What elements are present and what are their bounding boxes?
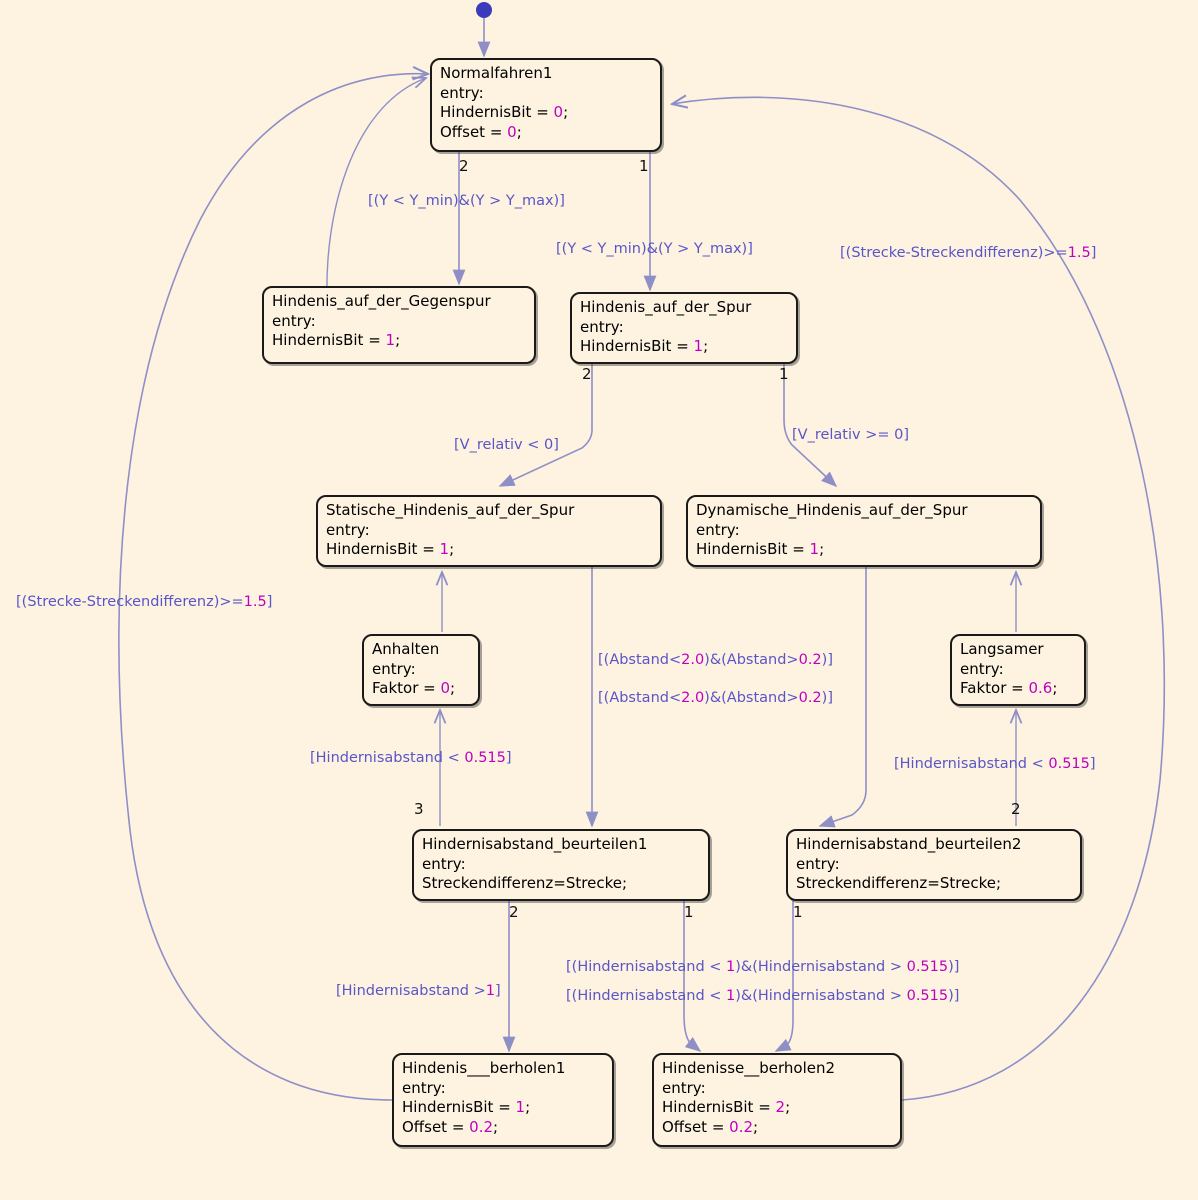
priority-number: 3: [414, 800, 424, 818]
state-entry-keyword: entry:: [422, 854, 466, 873]
state-entry-keyword: entry:: [272, 311, 316, 330]
transition-label-hindernisabstand-lt0515-right: [Hindernisabstand < 0.515]: [894, 756, 1096, 772]
state-title: Anhalten: [372, 640, 440, 658]
state-title: Statische_Hindenis_auf_der_Spur: [326, 501, 575, 519]
state-action-2: Offset = 0;: [440, 122, 522, 141]
transition-label-abstand-1: [(Abstand<2.0)&(Abstand>0.2)]: [598, 652, 833, 668]
priority-number: 2: [582, 365, 592, 383]
state-title: Hindenis_auf_der_Gegenspur: [272, 292, 491, 310]
state-entry-keyword: entry:: [796, 854, 840, 873]
state-action-1: HindernisBit = 1;: [326, 540, 455, 558]
priority-number: 1: [793, 903, 803, 921]
transition-label-v-relativ-gte0: [V_relativ >= 0]: [792, 427, 909, 443]
state-entry-keyword: entry:: [440, 83, 484, 102]
transition-label-hindernisabstand-gt1: [Hindernisabstand >1]: [336, 983, 501, 999]
state-action-1: Faktor = 0.6;: [960, 679, 1058, 697]
priority-number: 2: [1011, 800, 1021, 818]
transition-label-hindernisabstand-range-2: [(Hindernisabstand < 1)&(Hindernisabstand > 0.515)]: [566, 988, 960, 1004]
state-title: Hindenis_auf_der_Spur: [580, 298, 752, 316]
priority-number: 1: [639, 157, 649, 175]
state-entry-keyword: entry:: [662, 1078, 706, 1097]
state-entry-keyword: entry:: [326, 520, 370, 539]
state-action-2: Offset = 0.2;: [662, 1117, 759, 1136]
priority-number: 1: [684, 903, 694, 921]
transition-label-v-relativ-lt0: [V_relativ < 0]: [454, 437, 559, 453]
state-statische-hindenis-auf-der-spur[interactable]: [316, 495, 662, 567]
state-title: Dynamische_Hindenis_auf_der_Spur: [696, 501, 968, 519]
state-normalfahren1[interactable]: [430, 58, 662, 152]
state-hindenis-auf-der-gegenspur[interactable]: [262, 286, 536, 364]
state-entry-keyword: entry:: [960, 659, 1004, 678]
transition-label-y-range-2: [(Y < Y_min)&(Y > Y_max)]: [556, 241, 753, 257]
priority-number: 2: [459, 157, 469, 175]
state-title: Hindenisse__berholen2: [662, 1059, 836, 1077]
state-action-2: Offset = 0.2;: [402, 1117, 499, 1136]
transition-label-strecke-right: [(Strecke-Streckendifferenz)>=1.5]: [840, 245, 1097, 261]
state-entry-keyword: entry:: [372, 659, 416, 678]
state-title: Normalfahren1: [440, 64, 553, 82]
state-entry-keyword: entry:: [402, 1078, 446, 1097]
state-title: Langsamer: [960, 640, 1044, 658]
state-action-1: HindernisBit = 0;: [440, 103, 569, 121]
state-action-1: HindernisBit = 1;: [402, 1098, 531, 1116]
state-action-1: HindernisBit = 1;: [696, 540, 825, 558]
state-entry-keyword: entry:: [696, 520, 740, 539]
transition-label-y-range-1: [(Y < Y_min)&(Y > Y_max)]: [368, 193, 565, 209]
priority-number: 2: [509, 903, 519, 921]
transition-label-hindernisabstand-lt0515-left: [Hindernisabstand < 0.515]: [310, 750, 512, 766]
state-action-1: Faktor = 0;: [372, 679, 456, 697]
state-title: Hindenis___berholen1: [402, 1059, 566, 1077]
state-hindernisabstand-beurteilen2[interactable]: [786, 829, 1082, 901]
priority-number: 1: [779, 365, 789, 383]
state-action-1: Streckendifferenz=Strecke;: [796, 874, 1002, 892]
state-langsamer[interactable]: [950, 634, 1086, 706]
state-action-1: HindernisBit = 1;: [580, 337, 709, 355]
state-title: Hindernisabstand_beurteilen1: [422, 835, 648, 853]
transition-label-hindernisabstand-range-1: [(Hindernisabstand < 1)&(Hindernisabstand > 0.515)]: [566, 959, 960, 975]
state-hindenis-ueberholen1[interactable]: [392, 1053, 614, 1147]
transition-label-strecke-left: [(Strecke-Streckendifferenz)>=1.5]: [16, 594, 273, 610]
state-action-1: HindernisBit = 2;: [662, 1098, 791, 1116]
state-dynamische-hindenis-auf-der-spur[interactable]: [686, 495, 1042, 567]
state-action-1: Streckendifferenz=Strecke;: [422, 874, 628, 892]
state-title: Hindernisabstand_beurteilen2: [796, 835, 1022, 853]
state-action-1: HindernisBit = 1;: [272, 331, 401, 349]
state-hindernisabstand-beurteilen1[interactable]: [412, 829, 710, 901]
state-anhalten[interactable]: [362, 634, 480, 706]
state-entry-keyword: entry:: [580, 317, 624, 336]
state-hindenisse-ueberholen2[interactable]: [652, 1053, 902, 1147]
transition-label-abstand-2: [(Abstand<2.0)&(Abstand>0.2)]: [598, 690, 833, 706]
state-hindenis-auf-der-spur[interactable]: [570, 292, 798, 364]
